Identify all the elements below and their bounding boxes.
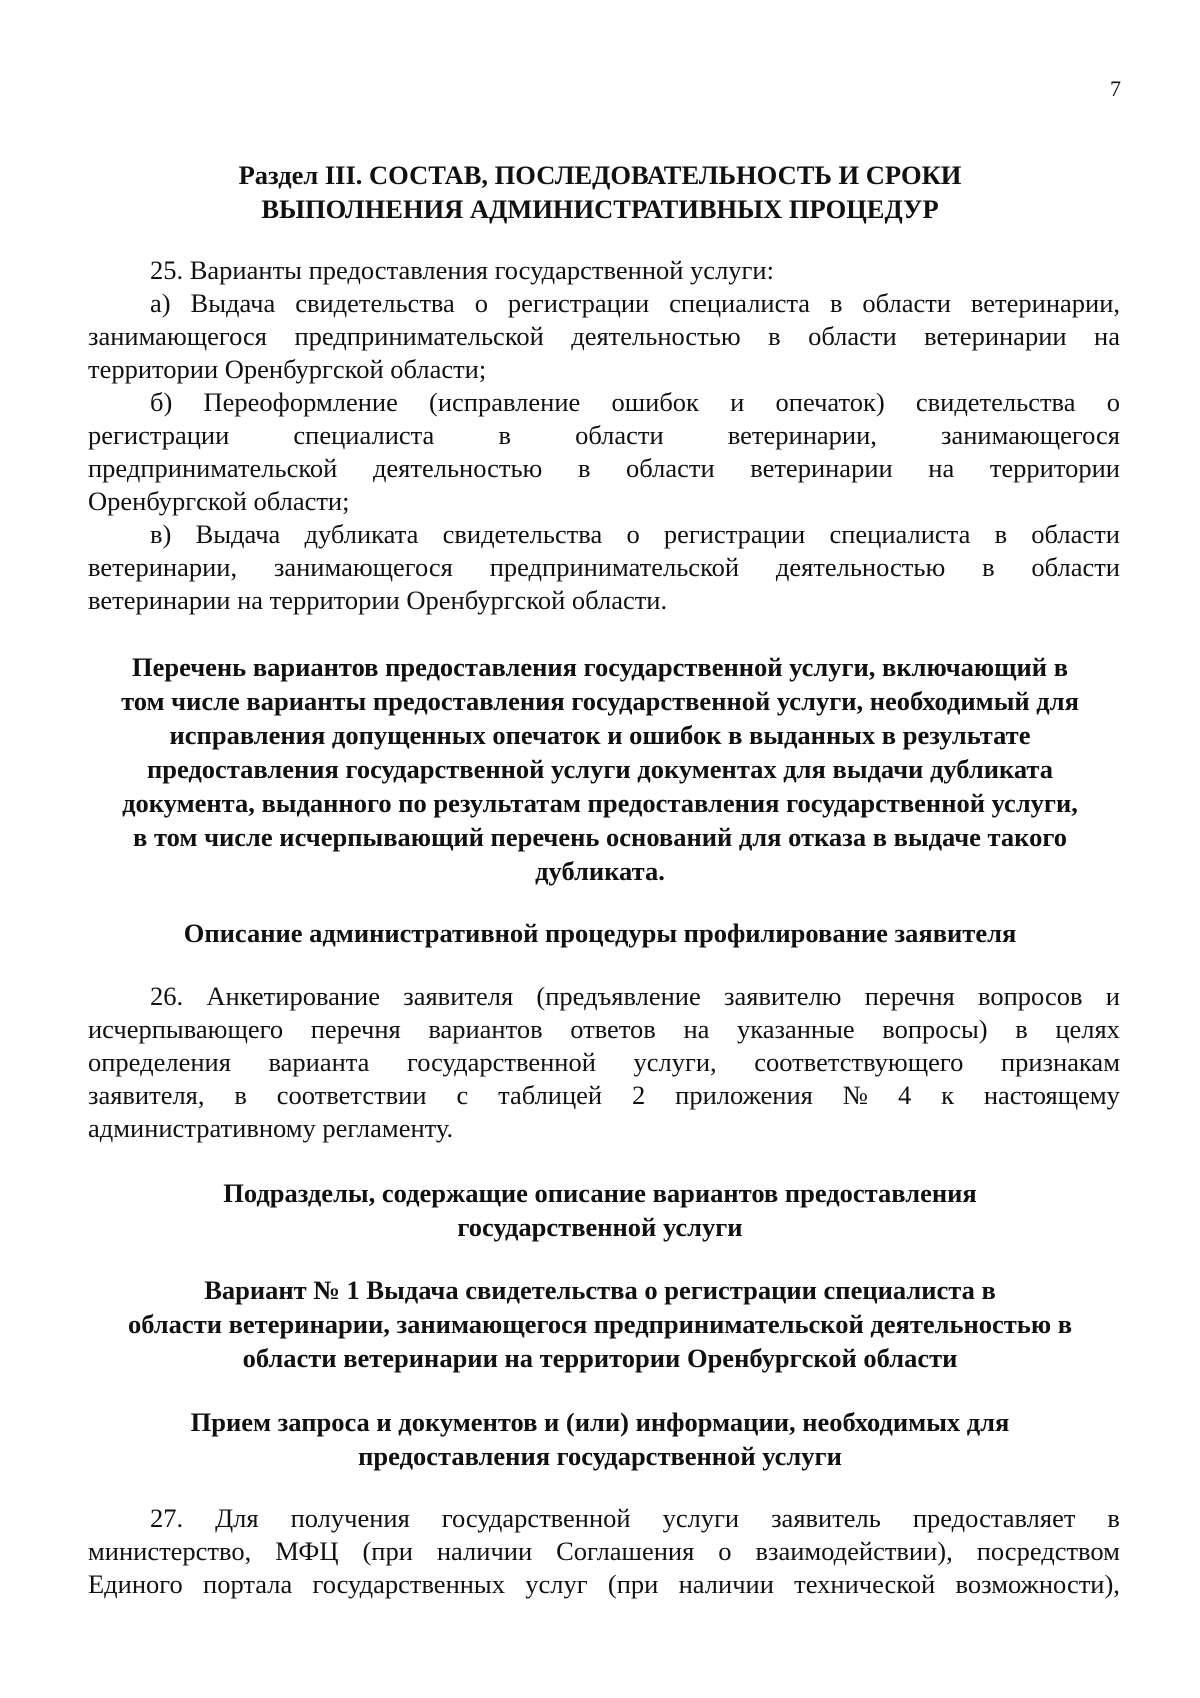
word: ветеринарии, [727,420,877,450]
word: регистрации [88,420,230,450]
word: вопросов [978,981,1083,1011]
word: и [1105,981,1120,1011]
p25-a-line-3: территории Оренбургской области; [88,354,487,384]
word: с [456,1080,469,1110]
subsections-heading-line-2: государственной услуги [457,1212,743,1242]
word: получения [290,1503,410,1533]
word: (при [362,1536,413,1566]
reception-heading-line-2: предоставления государственной услуги [358,1441,842,1471]
word: вопросы) [882,1014,988,1044]
word: целях [1055,1014,1120,1044]
word: услуги, [633,1047,717,1077]
word: Выдача [190,288,276,318]
word: занимающегося [273,552,453,582]
word: предпринимательской [294,321,544,351]
word: занимающегося [941,420,1120,450]
word: территории [989,453,1120,483]
word: предпринимательской [88,453,338,483]
p25-c-line-2 [88,551,1120,584]
word: на [928,453,955,483]
word: возможности), [955,1569,1120,1599]
list-heading-line-2: том числе варианты предоставления государственной услуги, необходимый для [121,686,1079,716]
p25-b-line-1 [150,386,1120,419]
word: варианта [268,1047,370,1077]
word: о [626,519,640,549]
word: ветеринарии [750,453,893,483]
word: ответов [570,1014,656,1044]
word: области [1031,519,1120,549]
word: вариантов [428,1014,543,1044]
p26-line-5: административному регламенту. [88,1113,454,1143]
p26-line-4 [88,1079,1120,1112]
word: б) [150,387,173,417]
section-title-line-1: Раздел III. СОСТАВ, ПОСЛЕДОВАТЕЛЬНОСТЬ И СРОКИ [238,160,962,190]
word: Для [215,1503,259,1533]
word: (исправление [429,387,581,417]
list-heading-line-7: дубликата. [535,856,665,886]
word: специалиста [829,519,971,549]
word: Единого [88,1569,183,1599]
word: соответствующего [754,1047,964,1077]
word: соответствии [276,1080,427,1110]
variant1-heading-line-3: области ветеринарии на территории Оренбургской области [242,1343,958,1373]
word: государственной [441,1503,631,1533]
word: в) [150,519,172,549]
word: свидетельства [442,519,603,549]
word: 2 [632,1080,646,1110]
p25-c-line-1 [150,518,1120,551]
word: перечня [310,1014,401,1044]
list-heading-line-5: документа, выданного по результатам предоставления государственной услуги, [122,788,1078,818]
word: услуг [525,1569,588,1599]
word: (при [607,1569,659,1599]
word: регистрации [663,519,806,549]
word: в [768,321,781,351]
word: к [941,1080,954,1110]
word: области [626,453,715,483]
word: специалиста [669,288,811,318]
word: предпринимательской [489,552,740,582]
word: наличии [436,1536,533,1566]
word: предоставляет [912,1503,1076,1533]
word: взаимодействии), [755,1536,953,1566]
word: о [718,1536,732,1566]
word: в [994,519,1008,549]
word: дубликата [304,519,419,549]
word: ветеринарии [924,321,1067,351]
p25-a-line-1 [150,287,1120,320]
word: о [474,288,488,318]
word: занимающегося [88,321,267,351]
list-heading-line-6: в том числе исчерпывающий перечень оснований для отказа в выдаче такого [133,822,1067,852]
p25-b-line-4: Оренбургской области; [88,486,350,516]
list-heading-line-4: предоставления государственной услуги документах для выдачи дубликата [146,754,1054,784]
list-heading-line-3: исправления допущенных опечаток и ошибок в выданных в результате [169,720,1031,750]
word: свидетельства [915,387,1076,417]
word: 26. [150,981,184,1011]
word: государственных [312,1569,505,1599]
word: услуги [662,1503,740,1533]
variant1-heading-line-2: области ветеринарии, занимающегося предпринимательской деятельностью в [127,1309,1073,1339]
word: на [1094,321,1120,351]
word: области [575,420,664,450]
p25-c-line-3: ветеринарии на территории Оренбургской области. [88,585,668,615]
word: Анкетирование [206,981,380,1011]
list-heading-line-1: Перечень вариантов предоставления государственной услуги, включающий в [131,652,1068,682]
variant1-heading-line-1: Вариант № 1 Выдача свидетельства о регистрации специалиста в [204,1275,996,1305]
word: в [577,453,591,483]
word: специалиста [293,420,435,450]
word: Переоформление [203,387,398,417]
reception-heading-line-1: Прием запроса и документов и (или) информации, необходимых для [190,1407,1010,1437]
word: области [1031,552,1120,582]
word: в [982,552,995,582]
word: а) [150,288,171,318]
word: таблицей [498,1080,603,1110]
word: заявитель [771,1503,881,1533]
p26-line-2 [88,1013,1120,1046]
word: деятельностью [372,453,543,483]
word: в [1015,1014,1028,1044]
p26-line-3 [88,1046,1120,1079]
word: Соглашения [556,1536,695,1566]
word: наличии [678,1569,774,1599]
word: о [1106,387,1120,417]
p26-line-1 [150,980,1120,1013]
word: регистрации [507,288,650,318]
word: министерство, [88,1536,252,1566]
word: 4 [897,1080,912,1110]
word: МФЦ [275,1536,339,1566]
word: определения [88,1047,231,1077]
word: исчерпывающего [88,1014,284,1044]
word: приложения [675,1080,813,1110]
word: опечаток) [775,387,885,417]
word: заявителя [403,981,514,1011]
p25-a-line-2 [88,320,1120,353]
word: ошибок [611,387,699,417]
p27-line-1 [150,1502,1120,1535]
word: (предъявление [536,981,701,1011]
word: Выдача [195,519,281,549]
p27-line-2 [88,1535,1120,1568]
word: свидетельства [295,288,455,318]
word: посредством [976,1536,1120,1566]
word: государственной [407,1047,596,1077]
section-title-line-2: ВЫПОЛНЕНИЯ АДМИНИСТРАТИВНЫХ ПРОЦЕДУР [261,194,939,224]
word: настоящему [983,1080,1120,1110]
p25-intro: 25. Варианты предоставления государственной услуги: [150,255,774,285]
word: деятельностью [775,552,946,582]
word: деятельностью [571,321,741,351]
word: № [842,1080,869,1110]
word: технической [794,1569,936,1599]
word: в [234,1080,247,1110]
word: портала [203,1569,293,1599]
word: и [730,387,745,417]
word: области [862,288,951,318]
word: ветеринарии, [970,288,1120,318]
word: признакам [1000,1047,1120,1077]
p27-line-3 [88,1568,1120,1601]
word: в [1107,1503,1120,1533]
word: в [498,420,511,450]
word: ветеринарии, [88,552,238,582]
word: на [683,1014,710,1044]
word: области [808,321,897,351]
p25-b-line-3 [88,452,1120,485]
word: перечня [864,981,955,1011]
word: заявителю [724,981,842,1011]
subsections-heading-line-1: Подразделы, содержащие описание вариантов предоставления [223,1178,977,1208]
p25-b-line-2 [88,419,1120,452]
profiling-heading: Описание административной процедуры профилирование заявителя [183,918,1017,948]
word: заявителя, [88,1080,205,1110]
word: в [829,288,843,318]
word: 27. [150,1503,184,1533]
page-number: 7 [1110,76,1121,101]
word: указанные [737,1014,855,1044]
